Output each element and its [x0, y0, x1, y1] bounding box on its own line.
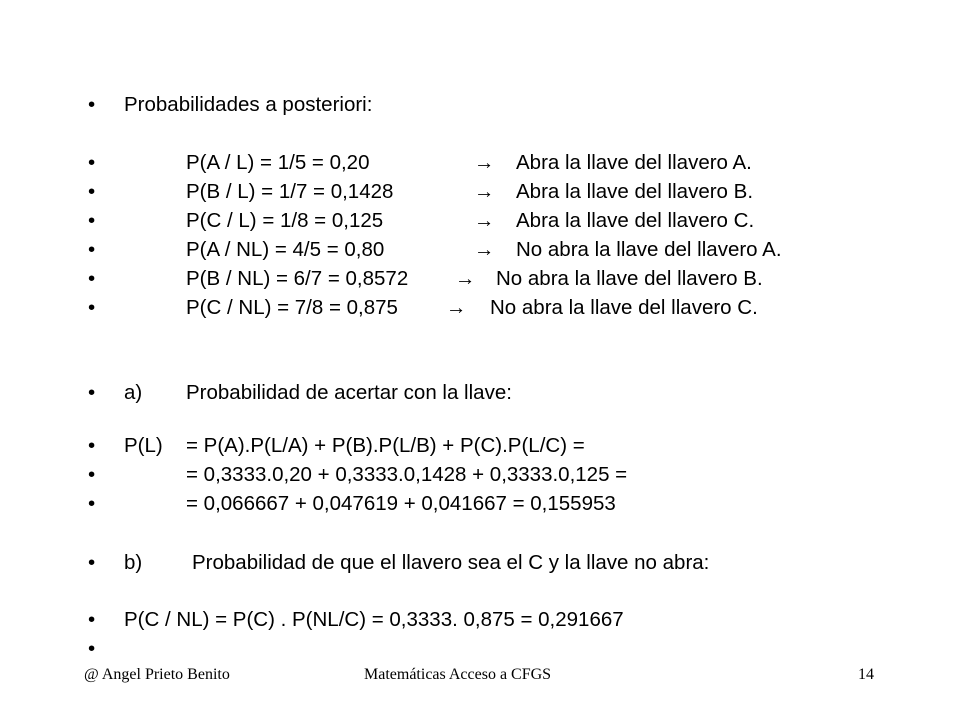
arrow-right-icon: →	[474, 151, 495, 174]
part-label: a)	[124, 381, 143, 404]
posterior-expression: P(C / L) = 1/8 = 0,125	[186, 209, 384, 232]
footer-author: @ Angel Prieto Benito	[84, 666, 230, 683]
bullet-mark: •	[88, 296, 96, 319]
bullet-mark: •	[88, 637, 96, 660]
arrow-right-icon: →	[455, 267, 476, 290]
bullet-mark: •	[88, 209, 96, 232]
bullet-mark: •	[88, 463, 96, 486]
bullet-mark: •	[88, 267, 96, 290]
part-label: b)	[124, 551, 143, 574]
bullet-mark: •	[88, 93, 96, 116]
part-b-title: Probabilidad de que el llavero sea el C y la llave no abra:	[192, 551, 710, 574]
posterior-result: No abra la llave del llavero A.	[516, 238, 782, 261]
posterior-expression: P(A / NL) = 4/5 = 0,80	[186, 238, 385, 261]
footer-course-title: Matemáticas Acceso a CFGS	[364, 666, 552, 683]
bullet-mark: •	[88, 434, 96, 457]
result-formula: = 0,066667 + 0,047619 + 0,041667 = 0,155953	[186, 492, 616, 515]
posterior-result: Abra la llave del llavero C.	[516, 209, 755, 232]
footer-page-number: 14	[858, 666, 874, 683]
heading-text: Probabilidades a posteriori:	[124, 93, 373, 116]
posterior-expression: P(C / NL) = 7/8 = 0,875	[186, 296, 398, 319]
total-probability-formula: = P(A).P(L/A) + P(B).P(L/B) + P(C).P(L/C) =	[186, 434, 585, 457]
part-a-title: Probabilidad de acertar con la llave:	[186, 381, 512, 404]
bullet-mark: •	[88, 381, 96, 404]
arrow-right-icon: →	[474, 209, 495, 232]
posterior-result: Abra la llave del llavero A.	[516, 151, 752, 174]
bullet-mark: •	[88, 608, 96, 631]
posterior-expression: P(B / L) = 1/7 = 0,1428	[186, 180, 394, 203]
posterior-result: No abra la llave del llavero B.	[496, 267, 763, 290]
formula-label: P(L)	[124, 434, 163, 457]
arrow-right-icon: →	[474, 238, 495, 261]
posterior-expression: P(B / NL) = 6/7 = 0,8572	[186, 267, 409, 290]
bullet-mark: •	[88, 180, 96, 203]
bullet-mark: •	[88, 492, 96, 515]
substitution-formula: = 0,3333.0,20 + 0,3333.0,1428 + 0,3333.0,125 =	[186, 463, 628, 486]
posterior-result: Abra la llave del llavero B.	[516, 180, 754, 203]
posterior-expression: P(A / L) = 1/5 = 0,20	[186, 151, 370, 174]
arrow-right-icon: →	[446, 296, 467, 319]
arrow-right-icon: →	[474, 180, 495, 203]
bayes-formula: P(C / NL) = P(C) . P(NL/C) = 0,3333. 0,875 = 0,291667	[124, 608, 624, 631]
posterior-result: No abra la llave del llavero C.	[490, 296, 758, 319]
bullet-mark: •	[88, 151, 96, 174]
bullet-mark: •	[88, 238, 96, 261]
bullet-mark: •	[88, 551, 96, 574]
